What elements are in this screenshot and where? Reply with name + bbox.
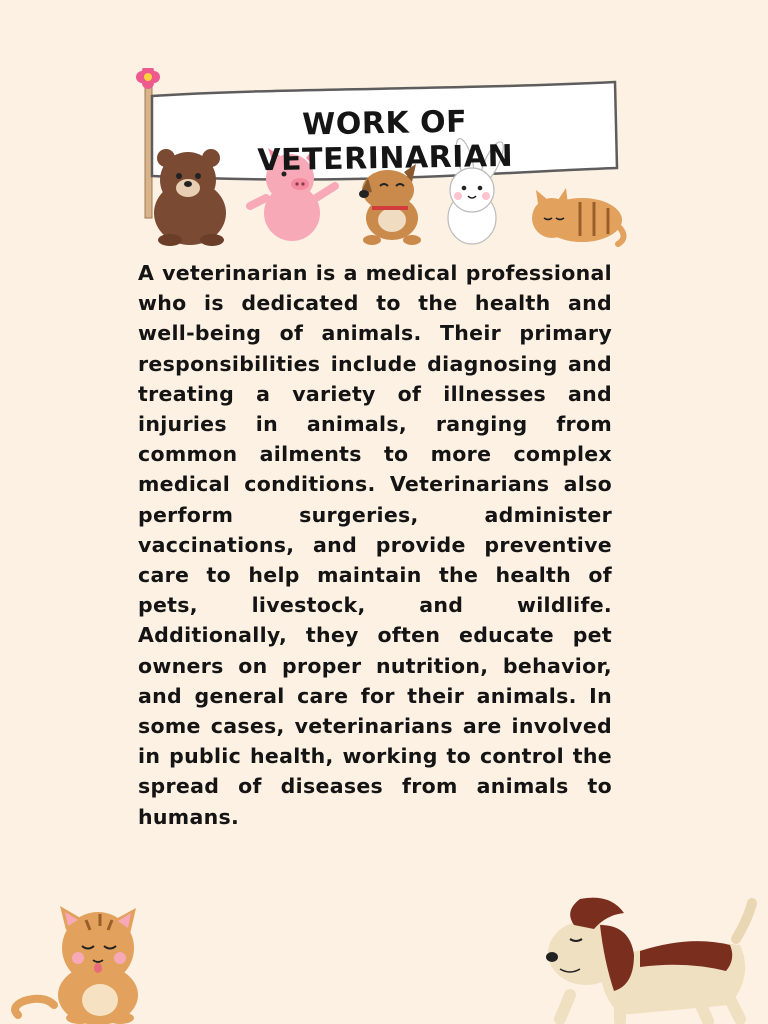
page-title: WORK OF VETERINARIAN <box>257 104 514 179</box>
flower-icon <box>136 68 160 89</box>
cat-icon <box>532 188 624 244</box>
dog-illustration-icon <box>540 895 768 1024</box>
article-body: A veterinarian is a medical professional who is dedicated to the health and well-being of animals. Their primary responsibilities include diagnosing and treating a variety of illnesses and injuries in animals, ranging from common ailments to more complex medical conditions. Veterinarians also perform surgeries, administer vaccinations, and provide preventive care to help maintain the health of pets, livestock, and wildlife. Additionally, they often educate pet owners on proper nutrition, behavior, and general care for their animals. In some cases, veterinarians are involved in public health, working to control the spread of diseases from animals to humans. <box>138 261 612 829</box>
cat-illustration-icon <box>8 900 158 1024</box>
